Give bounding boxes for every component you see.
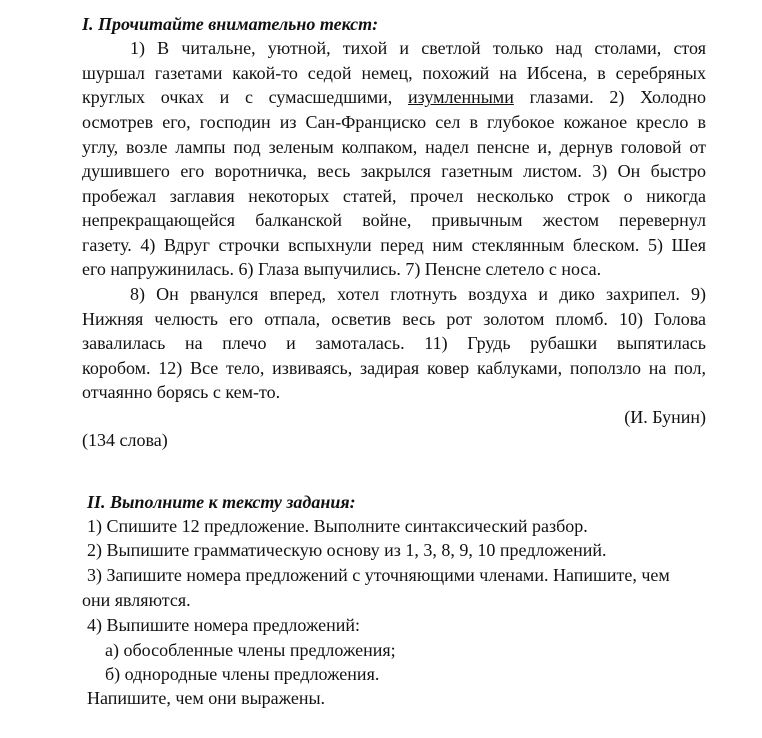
part1-heading: I. Прочитайте внимательно текст: — [82, 14, 379, 34]
text-line: коробом. 12) Все тело, извиваясь, задирая ковер каблуками, поползло на пол, — [82, 358, 706, 378]
text-line: осмотрев его, господин из Сан-Франциско сел в глубокое кожаное кресло в — [82, 112, 706, 132]
text-line: душившего его воротничка, весь закрылся газетным листом. 3) Он быстро — [82, 161, 706, 181]
author: (И. Бунин) — [624, 407, 706, 427]
text-line — [82, 85, 706, 109]
text-line: пробежал заглавия некоторых статей, прочел несколько строк о никогда — [82, 186, 706, 206]
task-line: 2) Выпишите грамматическую основу из 1, 3, 8, 9, 10 предложений. — [87, 540, 607, 560]
task-line: 1) Спишите 12 предложение. Выполните синтаксический разбор. — [87, 516, 588, 536]
underlined-word: изумленными — [407, 87, 514, 107]
text-line: завалилась на плечо и замоталась. 11) Грудь рубашки выпятилась — [82, 333, 706, 353]
task-line: 3) Запишите номера предложений с уточняющими членами. Напишите, чем — [87, 565, 670, 585]
text-line: Нижняя челюсть его отпала, осветив весь рот золотом пломб. 10) Голова — [82, 309, 706, 329]
task-line: они являются. — [82, 590, 191, 610]
text-line: 1) В читальне, уютной, тихой и светлой только над столами, стоя — [130, 38, 706, 58]
text-line: его напружинилась. 6) Глаза выпучились. 7) Пенсне слетело с носа. — [82, 259, 602, 279]
task-line: б) однородные члены предложения. — [105, 664, 380, 684]
text-line: газету. 4) Вдруг строчки вспыхнули перед ним стеклянным блеском. 5) Шея — [82, 235, 706, 255]
text-line: шуршал газетами какой-то седой немец, похожий на Ибсена, в серебряных — [82, 63, 706, 83]
text-segment: глазами. 2) Холодно — [513, 87, 706, 107]
text-line: непрекращающейся балканской войне, привычным жестом перевернул — [82, 210, 706, 230]
text-line: отчаянно борясь с кем-то. — [82, 382, 281, 402]
task-line: 4) Выпишите номера предложений: — [87, 615, 361, 635]
text-line: углу, возле лампы под зеленым колпаком, надел пенсне и, дернув головой от — [82, 137, 706, 157]
part2-heading: II. Выполните к тексту задания: — [87, 492, 356, 512]
word-count: (134 слова) — [82, 430, 168, 450]
text-segment: круглых очках и с сумасшедшими, — [82, 87, 408, 107]
text-line: 8) Он рванулся вперед, хотел глотнуть воздуха и дико захрипел. 9) — [130, 284, 706, 304]
task-line: а) обособленные члены предложения; — [105, 640, 396, 660]
task-line: Напишите, чем они выражены. — [87, 688, 326, 708]
